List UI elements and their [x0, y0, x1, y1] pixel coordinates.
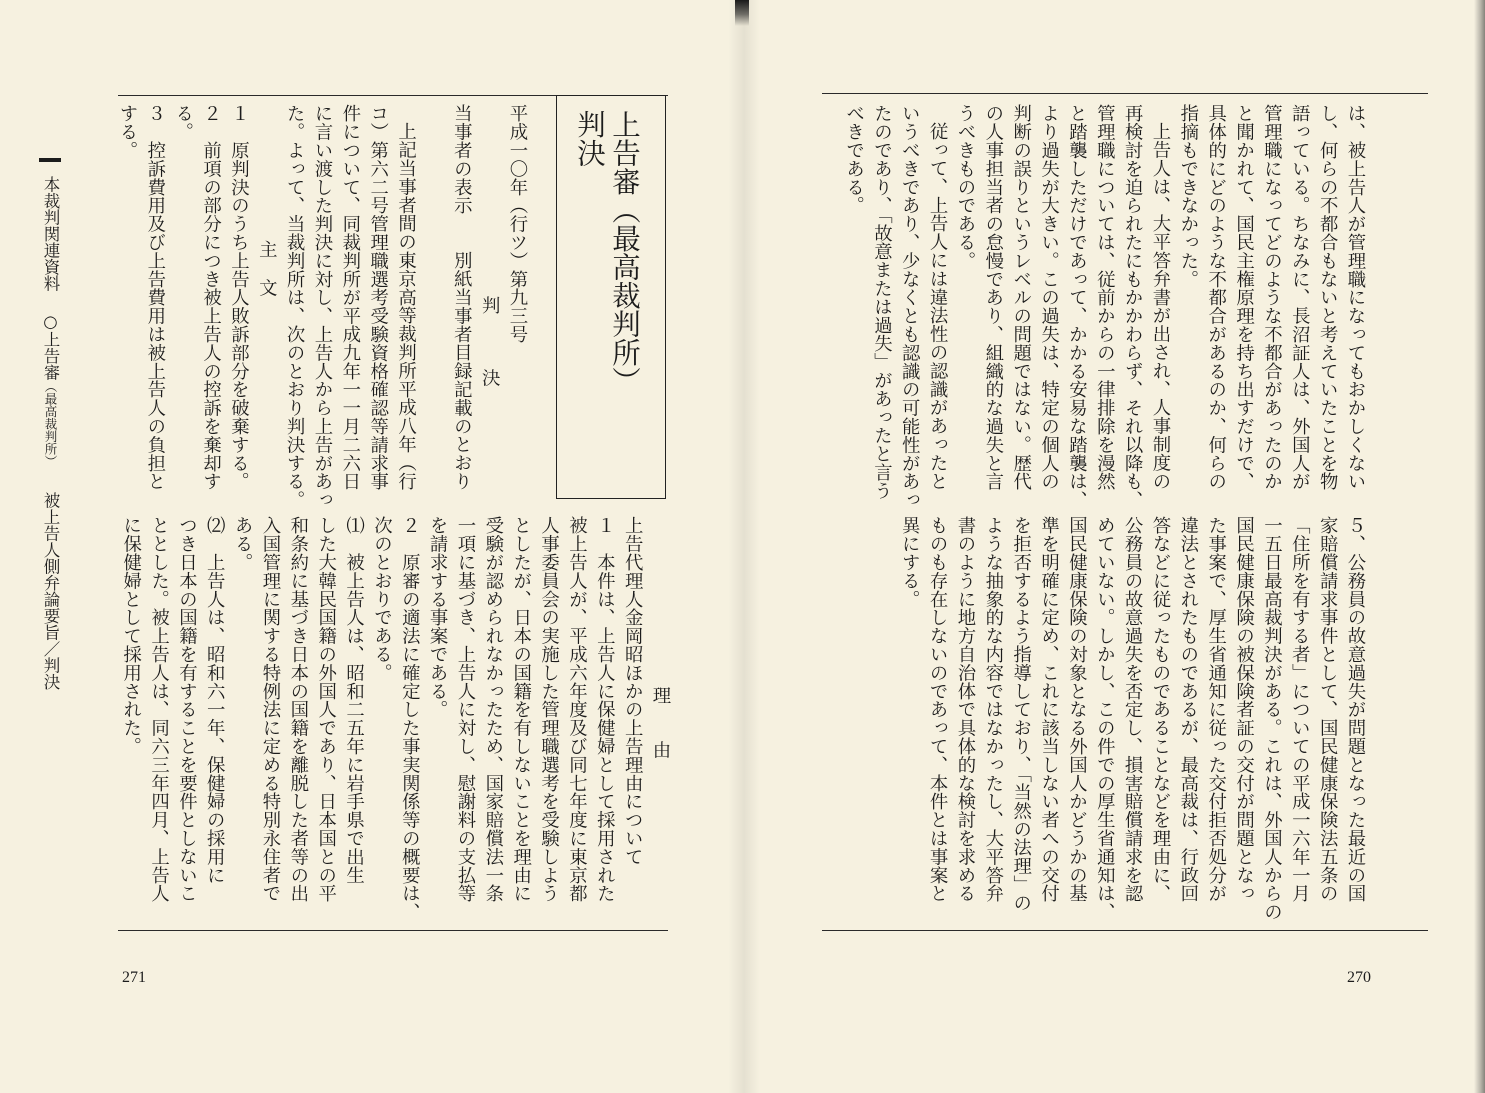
parties-line: [447, 104, 475, 509]
intro-line: た。よって、当裁判所は、次のとおり判決する。: [284, 104, 306, 509]
argument-line: 「住所を有する者」についての平成一六年一月: [1289, 516, 1311, 903]
intro-line: 上記当事者間の東京高等裁判所平成八年（行: [395, 122, 417, 491]
argument-upper-block: [840, 104, 1369, 509]
reasons-line: 一項に基づき、上告人に対し、慰謝料の支払等: [454, 516, 476, 903]
header-rule: [822, 93, 1428, 94]
main-text-label: 主文: [256, 240, 278, 317]
argument-line: 答などに従ったものであることなどを理由に、: [1149, 516, 1171, 903]
running-head-case: ○上告審: [41, 311, 60, 380]
reasons-line: 受験が認められなかったため、国家賠償法一条: [482, 516, 504, 903]
argument-line: と踏襲しただけであって、かかる安易な踏襲は、: [1066, 104, 1088, 509]
reasons-line: ⑵ 上告人は、昭和六一年、保健婦の採用に: [204, 516, 226, 884]
argument-line: べきである。: [843, 104, 865, 215]
title-box: [556, 95, 666, 499]
reasons-line: １ 本件は、上告人に保健婦として採用された: [594, 516, 616, 903]
argument-line: たのであり、「故意または過失」があったと言う: [871, 104, 893, 500]
argument-line: 語っている。ちなみに、長沼証人は、外国人が: [1289, 104, 1311, 491]
reasons-line: 和条約に基づき日本の国籍を離脱した者等の出: [287, 516, 309, 903]
gutter-shadow: [728, 0, 760, 1093]
argument-line: た事案で、厚生省通知に従った交付拒否処分が: [1205, 516, 1227, 903]
reasons-line: ２ 原審の適法に確定した事実関係等の概要は、: [399, 516, 421, 921]
reasons-line: 被上告人が、平成六年度及び同七年度に東京都: [566, 516, 588, 903]
argument-line: 上告人は、大平答弁書が出され、人事制度の: [1149, 122, 1171, 491]
argument-line: 準を明確に定め、これに該当しない者への交付: [1038, 516, 1060, 903]
argument-line: 国民健康保険の被保険者証の交付が問題となっ: [1233, 516, 1255, 903]
argument-line: 違法とされたものであるが、最高裁は、行政回: [1177, 516, 1199, 903]
page-number: 271: [122, 969, 146, 986]
main-text-line: する。: [116, 104, 138, 160]
argument-line: を拒否するよう指導しており、「当然の法理」の: [1010, 516, 1032, 912]
intro-line: 件について、同裁判所が平成九年一一月二六日: [339, 104, 361, 491]
footer-rule: [118, 930, 668, 931]
argument-line: うべきものである。: [954, 104, 976, 270]
judgment-header-block: [113, 104, 531, 509]
argument-line: ような抽象的な内容ではなかったし、大平答弁: [982, 516, 1004, 903]
argument-line: 指摘もできなかった。: [1177, 104, 1199, 288]
main-text-line: ３ 控訴費用及び上告費用は被上告人の負担と: [144, 104, 166, 491]
argument-line: 国民健康保険の対象となる外国人かどうかの基: [1066, 516, 1088, 903]
page-number: 270: [1347, 969, 1371, 986]
reasons-line: 次のとおりである。: [371, 516, 393, 682]
main-text-line: ２ 前項の部分につき被上告人の控訴を棄却す: [200, 104, 222, 491]
reasons-line: 人事委員会の実施した管理職選考を受験しよう: [538, 516, 560, 903]
argument-line: 具体的にどのような不都合があるのか、何らの: [1205, 104, 1227, 491]
argument-line: ５、公務員の故意過失が問題となった最近の国: [1345, 516, 1366, 903]
reasons-line: に保健婦として採用された。: [120, 516, 142, 756]
reasons-line: ある。: [232, 516, 254, 572]
title: [572, 110, 642, 395]
argument-line: 従って、上告人には違法性の認識があったと: [927, 122, 949, 491]
argument-line: 管理職については、従前からの一律排除を漫然: [1094, 104, 1116, 491]
argument-line: ものも存在しないのであって、本件とは事案と: [927, 516, 949, 903]
footer-rule: [822, 930, 1428, 931]
reasons-line: を請求する事案である。: [427, 516, 449, 719]
argument-line: 公務員の故意過失を否定し、損害賠償請求を認: [1122, 516, 1144, 903]
argument-line: 一五日最高裁判決がある。これは、外国人からの: [1261, 516, 1283, 921]
running-head-bar: [39, 158, 61, 162]
running-head: [38, 176, 62, 690]
reasons-line: ⑴ 被上告人は、昭和二五年に岩手県で出生: [343, 516, 365, 884]
reasons-line: つき日本の国籍を有することを要件としないこ: [176, 516, 198, 903]
argument-line: めていない。しかし、この件での厚生省通知は、: [1094, 516, 1116, 921]
argument-line: の人事担当者の怠慢であり、組織的な過失と言: [982, 104, 1004, 491]
argument-line: 再検討を迫られたにもかかわらず、それ以降も、: [1122, 104, 1144, 509]
gutter-top-shadow: [735, 0, 749, 26]
parties-label: 当事者の表示: [451, 104, 473, 215]
judgment-label: 判決: [479, 296, 501, 441]
running-head-section: 本裁判関連資料: [41, 176, 60, 292]
argument-line: は、被上告人が管理職になってもおかしくない: [1345, 104, 1366, 491]
argument-lower-block: [895, 516, 1369, 921]
page-edge-shadow: [1474, 0, 1485, 1093]
reasons-block: [117, 516, 674, 921]
argument-line: 判断の誤りというレベルの問題ではない。歴代: [1010, 104, 1032, 491]
running-head-document: 被上告人側弁論要旨／判決: [41, 491, 60, 690]
argument-line: いうべきであり、少なくとも認識の可能性があっ: [899, 104, 921, 509]
argument-line: 家賠償請求事件として、国民健康保険法五条の: [1317, 516, 1339, 903]
argument-line: と聞かれて、国民主権原理を持ち出すだけで、: [1233, 104, 1255, 491]
title-main: 上告審（最高裁判所）: [608, 110, 641, 395]
title-sub: 判決: [573, 110, 606, 167]
argument-line: 書のように地方自治体で具体的な検討を求める: [954, 516, 976, 903]
running-head-court: （最高裁判所）: [43, 380, 58, 468]
reasons-line: 上告代理人金岡昭ほかの上告理由について: [622, 516, 644, 866]
main-text-line: １ 原判決のうち上告人敗訴部分を破棄する。: [228, 104, 250, 491]
argument-line: 管理職になってどのような不都合があったのか: [1261, 104, 1283, 491]
intro-line: コ）第六二号管理職選考受験資格確認等請求事: [367, 104, 389, 491]
reasons-line: 入国管理に関する特例法に定める特別永住者で: [259, 516, 281, 903]
parties-value: 別紙当事者目録記載のとおり: [451, 251, 473, 491]
argument-line: し、何らの不都合もないと考えていたことを物: [1317, 104, 1339, 491]
argument-line: 異にする。: [899, 516, 921, 608]
reasons-line: ととした。被上告人は、同六三年四月、上告人: [148, 516, 170, 903]
intro-line: に言い渡した判決に対し、上告人から上告があっ: [311, 104, 333, 509]
reasons-line: した大韓民国籍の外国人であり、日本国との平: [315, 516, 337, 903]
case-number: 平成一〇年（行ツ）第九三号: [507, 104, 528, 344]
main-text-line: る。: [172, 104, 194, 141]
reasons-line: としたが、日本の国籍を有しないことを理由に: [510, 516, 532, 903]
reasons-label: 理由: [650, 686, 671, 795]
argument-line: より過失が大きい。この過失は、特定の個人の: [1038, 104, 1060, 491]
